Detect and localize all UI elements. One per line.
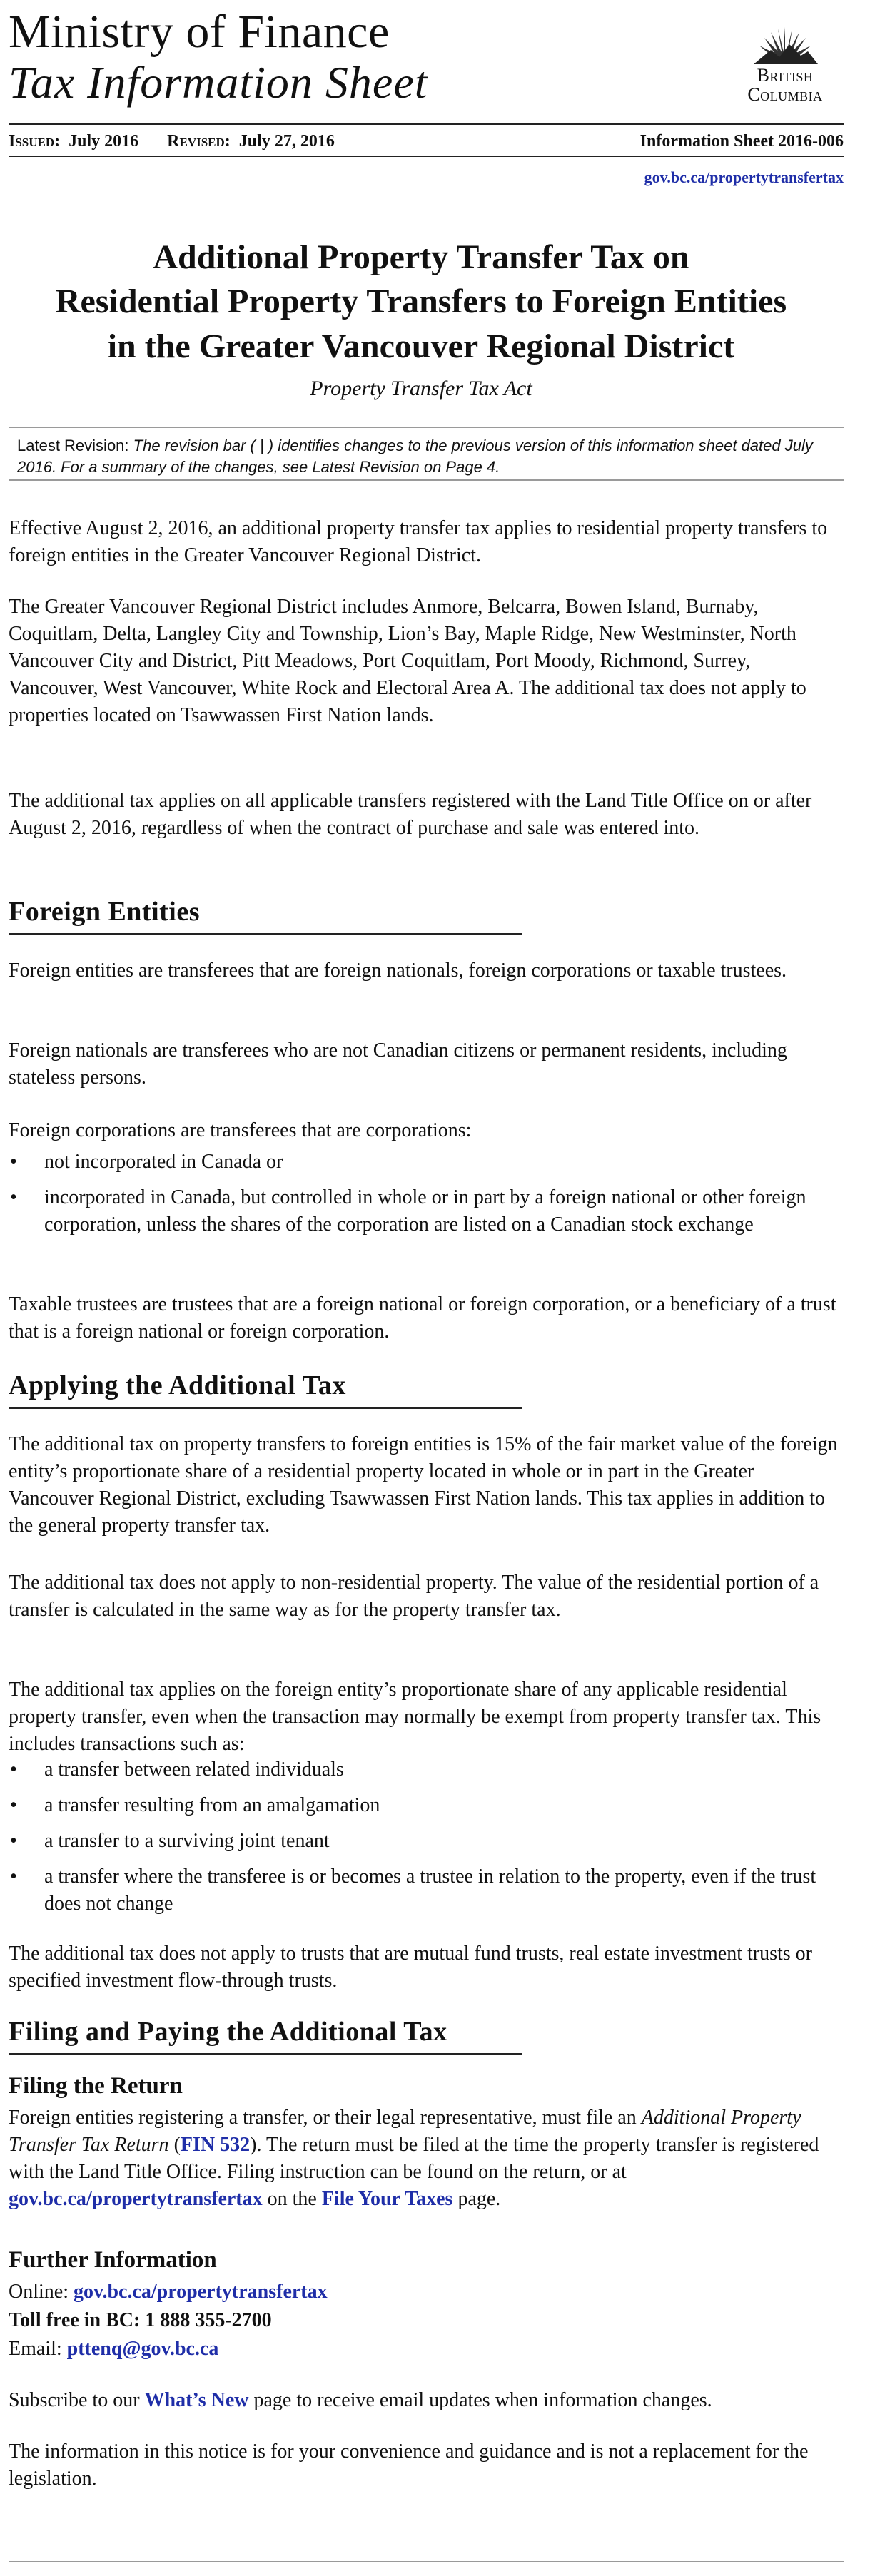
filing-rule <box>9 2053 522 2055</box>
applying-paragraph-2: The additional tax does not apply to non-residential property. The value of the residential portion of a transfer is calculated in the same way as for the property transfer tax. <box>9 1572 819 1622</box>
email-line <box>9 2336 840 2363</box>
title-line-3: in the Greater Vancouver Regional District <box>107 327 735 365</box>
issued-date: July 2016 <box>69 132 139 151</box>
filing-text-1: Foreign entities registering a transfer, or their legal representative, must file an <box>9 2107 642 2129</box>
foreign-entities-paragraph-2: Foreign nationals are transferees who are not Canadian citizens or permanent residents, including stateless persons. <box>9 1039 787 1089</box>
list-item: • not incorporated in Canada or <box>9 1149 840 1176</box>
applying-heading: Applying the Additional Tax <box>9 1370 346 1400</box>
header-rule-top <box>9 123 844 125</box>
further-information-heading: Further Information <box>9 2247 217 2273</box>
list-item: • incorporated in Canada, but controlled in whole or in part by a foreign national or other foreign corporation, unless the shares of the corporation are listed on a Canadian stock exchange <box>9 1184 840 1238</box>
applying-paragraph-4: The additional tax does not apply to trusts that are mutual fund trusts, real estate investment trusts or specified investment flow-through trusts. <box>9 1943 812 1992</box>
filing-text-5: page. <box>452 2188 501 2211</box>
file-your-taxes-link[interactable]: File Your Taxes <box>321 2188 453 2211</box>
title-line-2: Residential Property Transfers to Foreign Entities <box>55 282 787 321</box>
intro-paragraph-2: The Greater Vancouver Regional District includes Anmore, Belcarra, Bowen Island, Burnaby, Coquitlam, Delta, Langley City and Township, Lion’s Bay, Maple Ridge, New Westminster, North Vancouver City and District, Pitt Meadows, Port Coquitlam, Port Moody, Richmond, Surrey, Vancouver, West Vancouver, White Rock and Electoral Area A. The additional tax does not apply to properties located on Tsawwassen First Nation lands. <box>9 596 806 727</box>
issued-label: Issued: <box>9 132 61 151</box>
footer-rule <box>9 2561 844 2562</box>
online-label: Online: <box>9 2281 74 2303</box>
filing-text-2: ( <box>168 2134 181 2157</box>
intro-paragraph-3: The additional tax applies on all applicable transfers registered with the Land Title Office on or after August 2, 2016, regardless of when the contract of purchase and sale was entered into. <box>9 790 812 840</box>
foreign-entities-paragraph-1: Foreign entities are transferees that are foreign nationals, foreign corporations or taxable trustees. <box>9 959 787 982</box>
list-item: • a transfer where the transferee is or becomes a trustee in relation to the property, even if the trust does not change <box>9 1863 840 1918</box>
header-rule-bottom <box>9 156 844 157</box>
subscribe-text-1: Subscribe to our <box>9 2389 145 2411</box>
foreign-entities-heading: Foreign Entities <box>9 897 201 927</box>
foreign-entities-paragraph-3: Foreign corporations are transferees that are corporations: <box>9 1119 472 1141</box>
fin-532-link[interactable]: FIN 532 <box>180 2134 251 2157</box>
toll-free-line: Toll free in BC: 1 888 355-2700 <box>9 2309 272 2331</box>
whats-new-link[interactable]: What’s New <box>144 2389 249 2411</box>
sheet-type: Tax Information Sheet <box>9 57 428 108</box>
exempt-transactions-list <box>9 1756 840 1926</box>
ministry-name: Ministry of Finance <box>9 6 390 58</box>
foreign-entities-paragraph-4: Taxable trustees are trustees that are a foreign national or foreign corporation, or a beneficiary of a trust that is a foreign national or foreign corporation. <box>9 1293 836 1343</box>
list-item: • a transfer between related individuals <box>9 1756 840 1783</box>
filing-paragraph <box>9 2104 840 2213</box>
logo-line-british: British <box>757 65 814 86</box>
list-item: • a transfer to a surviving joint tenant <box>9 1828 840 1855</box>
applying-paragraph-1: The additional tax on property transfers to foreign entities is 15% of the fair market value of the foreign entity’s proportionate share of a residential property located in whole or in part in the Greater Vancouver Regional District, excluding Tsawwassen First Nation lands. This tax applies in addition to the general property transfer tax. <box>9 1433 838 1537</box>
logo-line-columbia: Columbia <box>747 84 823 106</box>
header-site-link[interactable]: gov.bc.ca/propertytransfertax <box>644 168 844 186</box>
sunrise-mountain-icon <box>749 21 821 66</box>
list-item: • a transfer resulting from an amalgamation <box>9 1792 840 1819</box>
email-label: Email: <box>9 2338 67 2360</box>
filing-text-4: on the <box>262 2188 322 2211</box>
disclaimer: The information in this notice is for your convenience and guidance and is not a replacement for the legislation. <box>9 2440 809 2490</box>
revised-date: July 27, 2016 <box>238 132 335 151</box>
filing-heading: Filing and Paying the Additional Tax <box>9 2017 447 2047</box>
british-columbia-logo <box>739 21 831 105</box>
subscribe-line <box>9 2387 840 2414</box>
filing-return-subheading: Filing the Return <box>9 2073 183 2099</box>
online-line <box>9 2279 840 2306</box>
revision-label: Latest Revision: <box>17 437 129 454</box>
issued-revised-row <box>9 132 844 151</box>
foreign-entities-rule <box>9 933 522 935</box>
filing-text-3: ). The return must be filed at the time the property transfer is registered with the Land Title Office. Filing instruction can be found on the return, or at <box>9 2134 819 2184</box>
form-name: Additional Property Transfer Tax Return <box>9 2107 801 2157</box>
title-line-1: Additional Property Transfer Tax on <box>153 238 689 276</box>
applying-rule <box>9 1407 522 1409</box>
property-transfer-tax-link[interactable]: gov.bc.ca/propertytransfertax <box>9 2188 263 2211</box>
latest-revision-box <box>9 427 844 481</box>
email-link[interactable]: pttenq@gov.bc.ca <box>66 2338 219 2360</box>
information-sheet-number: Information Sheet 2016-006 <box>639 132 844 151</box>
act-name: Property Transfer Tax Act <box>310 377 532 400</box>
foreign-corporation-list <box>9 1149 840 1247</box>
intro-paragraph-1: Effective August 2, 2016, an additional property transfer tax applies to residential property transfers to foreign entities in the Greater Vancouver Regional District. <box>9 517 828 567</box>
document-title <box>0 235 842 369</box>
revision-text: The revision bar ( | ) identifies changes to the previous version of this information sheet dated July 2016. For a summary of the changes, see Latest Revision on Page 4. <box>17 437 813 476</box>
subscribe-text-2: page to receive email updates when information changes. <box>248 2389 712 2411</box>
applying-paragraph-3: The additional tax applies on the foreign entity’s proportionate share of any applicable residential property transfer, even when the transaction may normally be exempt from property transfer tax. This includes transactions such as: <box>9 1679 821 1756</box>
online-link[interactable]: gov.bc.ca/propertytransfertax <box>74 2281 328 2303</box>
revised-label: Revised: <box>167 132 231 151</box>
